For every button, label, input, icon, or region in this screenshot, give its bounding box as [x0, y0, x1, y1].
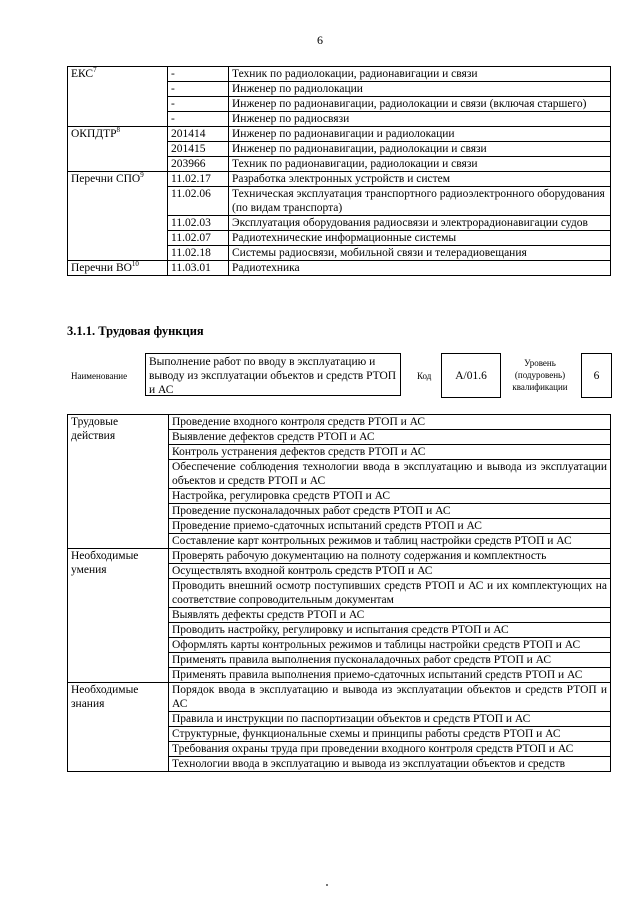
classifiers-table [67, 66, 611, 276]
classifier-row [68, 67, 611, 82]
classifier-code: - [168, 67, 229, 82]
classifier-label-text: Перечни СПО [71, 173, 141, 185]
classifier-label-text: ОКПДТР [71, 128, 117, 140]
category-label: Трудовые действия [68, 415, 169, 549]
classifier-name: Разработка электронных устройств и систем [229, 172, 611, 187]
classifier-code: 11.03.01 [168, 261, 229, 276]
classifier-label [68, 261, 168, 276]
classifier-name: Радиотехнические информационные системы [229, 231, 611, 246]
requirement-item: Оформлять карты контрольных режимов и таблицы настройки средств РТОП и АС [169, 638, 611, 653]
requirement-item: Применять правила выполнения пусконаладочных работ средств РТОП и АС [169, 653, 611, 668]
requirement-item: Проведение пусконаладочных работ средств РТОП и АС [169, 504, 611, 519]
classifier-label-text: Перечни ВО [71, 262, 132, 274]
classifier-code: - [168, 97, 229, 112]
category-label: Необходимые знания [68, 683, 169, 772]
classifier-name: Инженер по радионавигации, радиолокации и связи [229, 142, 611, 157]
requirement-item: Применять правила выполнения приемо-сдаточных испытаний средств РТОП и АС [169, 668, 611, 683]
requirement-item: Структурные, функциональные схемы и принципы работы средств РТОП и АС [169, 727, 611, 742]
classifier-code: - [168, 112, 229, 127]
code-label: Код [417, 371, 432, 381]
classifier-code: - [168, 82, 229, 97]
table-row [68, 549, 611, 564]
footnote-mark: 9 [140, 171, 144, 180]
requirement-item: Проведение входного контроля средств РТОП и АС [169, 415, 611, 430]
classifier-name: Техник по радионавигации, радиолокации и связи [229, 157, 611, 172]
classifier-name: Техник по радиолокации, радионавигации и связи [229, 67, 611, 82]
classifier-name: Инженер по радиолокации [229, 82, 611, 97]
requirement-item: Проводить настройку, регулировку и испытания средств РТОП и АС [169, 623, 611, 638]
requirement-item: Правила и инструкции по паспортизации объектов и средств РТОП и АС [169, 712, 611, 727]
classifier-label [68, 172, 168, 261]
requirement-item: Выявление дефектов средств РТОП и АС [169, 430, 611, 445]
classifier-row [68, 127, 611, 142]
classifier-label [68, 67, 168, 127]
name-label: Наименование [71, 371, 128, 381]
classifier-name: Техническая эксплуатация транспортного радиоэлектронного оборудования (по видам транспорта) [229, 187, 611, 216]
classifier-code: 203966 [168, 157, 229, 172]
section-title: 3.1.1. Трудовая функция [67, 324, 204, 338]
labor-function-table [67, 414, 611, 772]
function-name-box: Выполнение работ по вводу в эксплуатацию и выводу из эксплуатации объектов и средств РТОП и АС [145, 353, 401, 396]
classifier-name: Системы радиосвязи, мобильной связи и телерадиовещания [229, 246, 611, 261]
requirement-item: Проводить внешний осмотр поступивших средств РТОП и АС и их комплектующих на соответствие сопроводительным документам [169, 579, 611, 608]
classifier-code: 11.02.18 [168, 246, 229, 261]
requirement-item: Обеспечение соблюдения технологии ввода в эксплуатацию и вывода из эксплуатации объектов и средств РТОП и АС [169, 460, 611, 489]
classifier-label [68, 127, 168, 172]
classifier-label-text: ЕКС [71, 68, 94, 80]
requirement-item: Настройка, регулировка средств РТОП и АС [169, 489, 611, 504]
scan-mark [326, 884, 328, 886]
table-row [68, 415, 611, 430]
requirement-item: Технологии ввода в эксплуатацию и вывода из эксплуатации объектов и средств [169, 757, 611, 772]
classifier-name: Радиотехника [229, 261, 611, 276]
classifier-name: Инженер по радионавигации и радиолокации [229, 127, 611, 142]
requirement-item: Выявлять дефекты средств РТОП и АС [169, 608, 611, 623]
labor-function-header [67, 353, 612, 403]
classifier-code: 11.02.03 [168, 216, 229, 231]
table-row [68, 683, 611, 712]
classifier-name: Инженер по радионавигации, радиолокации и связи (включая старшего) [229, 97, 611, 112]
classifier-code: 11.02.17 [168, 172, 229, 187]
footnote-mark: 10 [131, 260, 139, 269]
footnote-mark: 8 [116, 126, 121, 135]
requirement-item: Контроль устранения дефектов средств РТОП и АС [169, 445, 611, 460]
classifier-code: 11.02.07 [168, 231, 229, 246]
requirement-item: Порядок ввода в эксплуатацию и вывода из эксплуатации объектов и средств РТОП и АС [169, 683, 611, 712]
page-number: 6 [317, 33, 323, 47]
requirement-item: Требования охраны труда при проведении входного контроля средств РТОП и АС [169, 742, 611, 757]
classifier-row [68, 172, 611, 187]
requirement-item: Составление карт контрольных режимов и таблиц настройки средств РТОП и АС [169, 534, 611, 549]
classifier-code: 201414 [168, 127, 229, 142]
classifier-row [68, 261, 611, 276]
classifier-name: Инженер по радиосвязи [229, 112, 611, 127]
requirement-item: Осуществлять входной контроль средств РТОП и АС [169, 564, 611, 579]
classifier-name: Эксплуатация оборудования радиосвязи и электрорадионавигации судов [229, 216, 611, 231]
qualification-level-box: 6 [581, 353, 612, 398]
category-label: Необходимые умения [68, 549, 169, 683]
footnote-mark: 7 [93, 66, 97, 75]
level-label: Уровень (подуровень) квалификации [512, 358, 568, 392]
function-code-box: А/01.6 [441, 353, 501, 398]
requirement-item: Проведение приемо-сдаточных испытаний средств РТОП и АС [169, 519, 611, 534]
classifier-code: 201415 [168, 142, 229, 157]
requirement-item: Проверять рабочую документацию на полноту содержания и комплектность [169, 549, 611, 564]
classifier-code: 11.02.06 [168, 187, 229, 216]
